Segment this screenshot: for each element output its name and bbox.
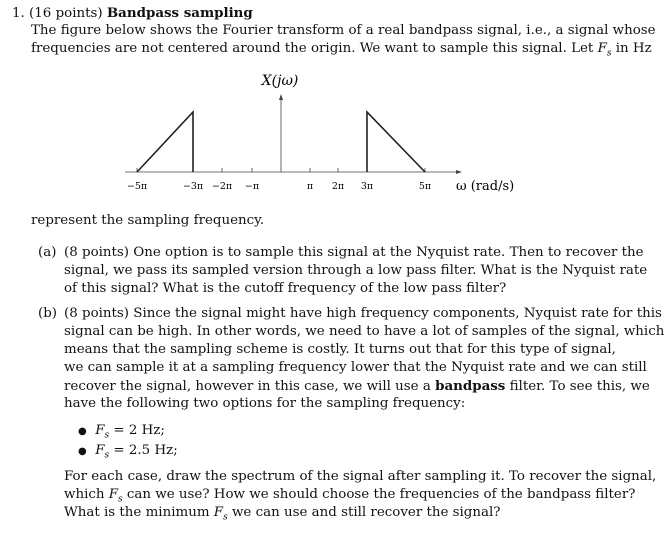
- tick-label-pi: π: [306, 181, 314, 192]
- tick-label-neg3pi: −3π: [182, 181, 204, 192]
- option-2-value: = 2.5 Hz;: [109, 443, 178, 458]
- problem-number: 1.: [12, 6, 25, 21]
- part-b-line-5-start: recover the signal, however in this case, we will use a: [64, 379, 436, 394]
- problem-header: [12, 4, 253, 23]
- problem-title: Bandpass sampling: [106, 5, 253, 21]
- question-2-subscript: s: [118, 494, 123, 505]
- part-b-label: (b): [38, 306, 58, 321]
- option-1-subscript: s: [104, 430, 110, 441]
- tick-label-neg5pi: −5π: [126, 181, 148, 192]
- question-line-1: For each case, draw the spectrum of the signal after sampling it. To recover the signal,: [64, 469, 657, 484]
- tick-label-2pi: 2π: [331, 181, 345, 192]
- part-a-line-3: of this signal? What is the cutoff frequency of the low pass filter?: [64, 281, 507, 296]
- fs-variable: F: [597, 41, 607, 56]
- part-a-line-2: signal, we pass its sampled version through a low pass filter. What is the Nyquist rate: [64, 263, 648, 278]
- left-spectrum-triangle: [137, 112, 193, 172]
- intro-line-1: The figure below shows the Fourier transform of a real bandpass signal, i.e., a signal whose: [31, 23, 656, 38]
- problem-points: (16 points): [29, 6, 103, 21]
- option-2-variable: F: [95, 443, 105, 458]
- tick-labels: [127, 181, 431, 192]
- intro-line-2-text: frequencies are not centered around the origin. We want to sample this signal. Let: [31, 41, 598, 56]
- question-line-3: [64, 504, 500, 527]
- question-2-variable: F: [108, 487, 119, 502]
- part-b-line-5-end: filter. To see this, we: [505, 379, 650, 394]
- question-line-3-start: What is the minimum: [64, 505, 214, 520]
- tick-label-negpi: −π: [244, 181, 260, 192]
- part-b-line-6: have the following two options for the sampling frequency:: [64, 396, 466, 411]
- part-b-line-3: means that the sampling scheme is costly. It turns out that for this type of signal,: [64, 342, 616, 357]
- bullet-dot-icon: ●: [78, 426, 87, 437]
- right-spectrum-triangle: [367, 112, 425, 172]
- option-1-value: = 2 Hz;: [109, 423, 165, 438]
- tick-label-3pi: 3π: [360, 181, 374, 192]
- option-2-subscript: s: [104, 450, 110, 461]
- bullet-option-2: [78, 442, 178, 465]
- part-b-line-1: (8 points) Since the signal might have high frequency components, Nyquist rate for this: [64, 306, 662, 321]
- figure-title: X(jω): [261, 73, 299, 89]
- part-a-label: (a): [38, 245, 57, 260]
- question-3-subscript: s: [223, 512, 228, 523]
- bullet-dot-icon: ●: [78, 446, 87, 457]
- sampling-frequency-note: represent the sampling frequency.: [31, 213, 265, 228]
- question-line-2-start: which: [64, 487, 109, 502]
- bandpass-bold-word: bandpass: [435, 378, 506, 394]
- tick-label-5pi: 5π: [418, 181, 432, 192]
- x-axis-arrow: [456, 170, 462, 174]
- tick-label-neg2pi: −2π: [211, 181, 233, 192]
- intro-line-2-unit: in Hz: [611, 41, 652, 56]
- part-b-line-2: signal can be high. In other words, we need to have a lot of samples of the signal, which: [64, 324, 664, 339]
- option-1-variable: F: [95, 423, 105, 438]
- x-axis-label: ω (rad/s): [456, 179, 515, 194]
- question-line-2-end: can we use? How we should choose the frequencies of the bandpass filter?: [122, 487, 636, 502]
- y-axis-arrow: [279, 94, 283, 100]
- spectrum-figure: [0, 68, 633, 208]
- question-3-variable: F: [213, 505, 224, 520]
- question-line-3-end: we can use and still recover the signal?: [227, 505, 501, 520]
- fs-subscript: s: [606, 48, 612, 59]
- part-a-line-1: (8 points) One option is to sample this signal at the Nyquist rate. Then to recover the: [64, 245, 644, 260]
- part-b-line-5: [64, 377, 650, 396]
- intro-line-2: [31, 40, 652, 63]
- part-b-line-4: we can sample it at a sampling frequency lower that the Nyquist rate and we can still: [64, 360, 647, 375]
